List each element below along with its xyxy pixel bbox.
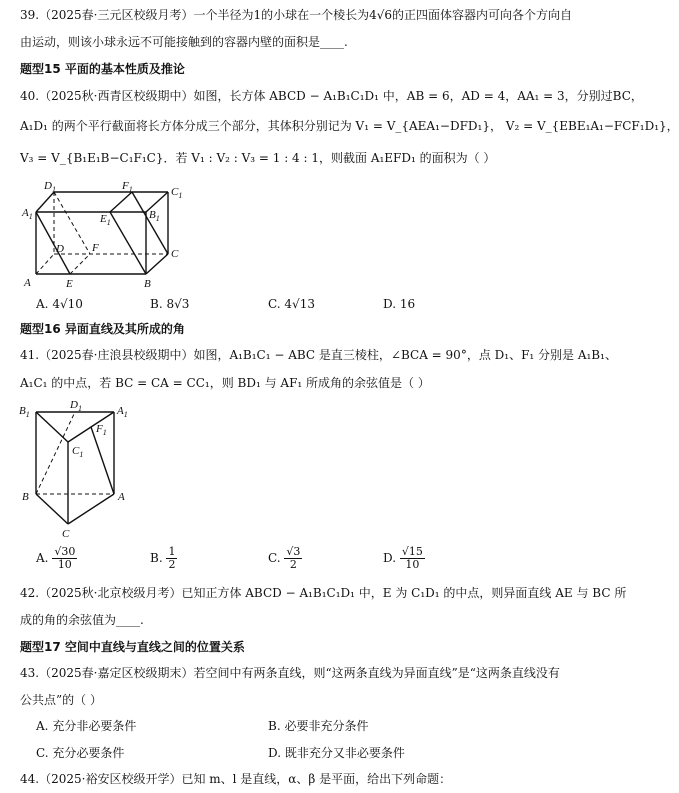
label-E: E: [66, 278, 73, 290]
q43-option-c[interactable]: C. 充分必要条件: [36, 746, 125, 760]
label-D: D: [56, 243, 64, 255]
label-F: F: [92, 242, 99, 254]
label-C1: $C_1$: [171, 186, 183, 200]
section-16-heading: 题型16 异面直线及其所成的角: [20, 322, 185, 336]
q43-line1: 43.（2025春·嘉定区校级期末）若空间中有两条直线，则“这两条直线为异面直线”是“这两条直线没有: [20, 666, 560, 680]
q41-option-c[interactable]: C. $\frac{√3}{2}$: [268, 545, 301, 571]
q44-line1: 44.（2025·裕安区校级开学）已知 m、l 是直线，α、β 是平面，给出下列命题：: [20, 772, 452, 786]
q39-line2: 由运动，则该小球永远不可能接触到的容器内壁的面积是____.: [20, 35, 348, 49]
label-A1: $A_1$: [22, 207, 33, 221]
label-B: B: [22, 491, 29, 503]
q42-line1: 42.（2025秋·北京校级月考）已知正方体 ABCD − A₁B₁C₁D₁ 中，E 为 C₁D₁ 的中点，则异面直线 AE 与 BC 所: [20, 586, 627, 600]
label-E1: $E_1$: [100, 213, 111, 227]
q41-option-a[interactable]: A. $\frac{√30}{10}$: [36, 545, 76, 571]
q41-prism-figure: [16, 398, 136, 538]
label-D1: $D_1$: [70, 399, 82, 413]
q40-option-b[interactable]: B. 8√3: [150, 297, 190, 311]
label-A: A: [118, 491, 125, 503]
q42-line2: 成的角的余弦值为____.: [20, 613, 144, 627]
q43-option-a[interactable]: A. 充分非必要条件: [36, 719, 137, 733]
q40-option-d[interactable]: D. 16: [383, 297, 416, 311]
q43-option-b[interactable]: B. 必要非充分条件: [268, 719, 369, 733]
q41-option-b[interactable]: B. $\frac{1}{2}$: [150, 545, 176, 571]
q40-option-c[interactable]: C. 4√13: [268, 297, 315, 311]
q41-line1: 41.（2025春·庄浪县校级期中）如图，A₁B₁C₁ − ABC 是直三棱柱，∠BCA = 90°，点 D₁、F₁ 分别是 A₁B₁、: [20, 348, 617, 362]
label-F1: $F_1$: [96, 423, 107, 437]
label-B1: $B_1$: [19, 405, 30, 419]
label-C: C: [171, 248, 179, 260]
q41-option-d[interactable]: D. $\frac{√15}{10}$: [383, 545, 423, 571]
label-B: B: [144, 278, 151, 290]
label-C1: $C_1$: [72, 445, 84, 459]
q41-line2: A₁C₁ 的中点，若 BC = CA = CC₁，则 BD₁ 与 AF₁ 所成角的余弦值是（ ）: [20, 376, 430, 390]
label-F1: $F_1$: [122, 180, 133, 194]
label-D1: $D_1$: [44, 180, 56, 194]
q40-option-a[interactable]: A. 4√10: [36, 297, 83, 311]
label-A1: $A_1$: [117, 405, 128, 419]
q43-line2: 公共点”的（ ）: [20, 693, 102, 707]
label-B1: $B_1$: [149, 209, 160, 223]
q40-line1: 40.（2025秋·西青区校级期中）如图，长方体 ABCD − A₁B₁C₁D₁ 中，AB = 6，AD = 4，AA₁ = 3，分别过BC，: [20, 89, 643, 103]
q40-cuboid-figure: [18, 178, 188, 290]
label-A: A: [24, 277, 31, 289]
section-15-heading: 题型15 平面的基本性质及推论: [20, 62, 185, 76]
q39-line1: 39.（2025春·三元区校级月考）一个半径为1的小球在一个棱长为4√6的正四面体容器内可向各个方向自: [20, 8, 572, 22]
q40-line2: A₁D₁ 的两个平行截面将长方体分成三个部分，其体积分别记为 V₁ = V_{AEA₁−DFD₁}， V₂ = V_{EBE₁A₁−FCF₁D₁}，: [20, 119, 679, 133]
section-17-heading: 题型17 空间中直线与直线之间的位置关系: [20, 640, 245, 654]
q40-line3: V₃ = V_{B₁E₁B−C₁F₁C}．若 V₁ : V₂ : V₃ = 1 : 4 : 1，则截面 A₁EFD₁ 的面积为（ ）: [20, 151, 496, 165]
label-C: C: [62, 528, 70, 540]
q43-option-d[interactable]: D. 既非充分又非必要条件: [268, 746, 405, 760]
